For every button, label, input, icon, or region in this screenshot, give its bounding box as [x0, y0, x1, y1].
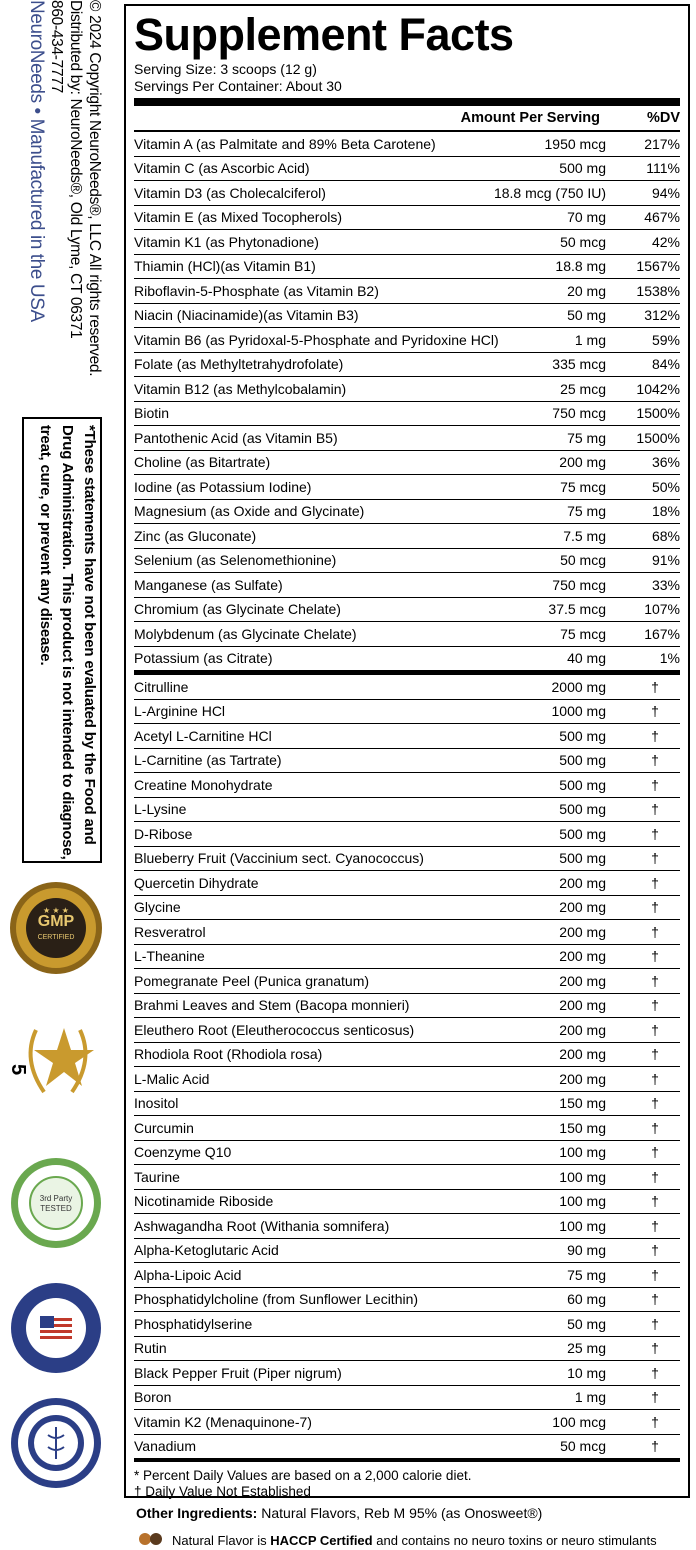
nutrient-dv: † — [651, 776, 659, 793]
nutrient-row — [134, 206, 680, 231]
nutrient-dv: † — [651, 678, 659, 695]
nutrient-row — [134, 475, 680, 500]
svg-text:TESTED: TESTED — [40, 1204, 72, 1213]
nutrient-dv: 50% — [651, 478, 680, 495]
nutrient-name: Alpha-Ketoglutaric Acid — [134, 1242, 279, 1259]
nutrient-dv: † — [651, 1340, 659, 1357]
nutrient-row — [134, 500, 680, 525]
nutrient-name: Nicotinamide Riboside — [134, 1193, 274, 1210]
nutrient-name: Alpha-Lipoic Acid — [134, 1266, 242, 1283]
nutrient-dv: † — [651, 1389, 659, 1406]
nutrient-row — [134, 822, 680, 847]
flavor-haccp: HACCP Certified — [270, 1533, 373, 1548]
dv-header: %DV — [646, 110, 680, 126]
nutrient-dv: † — [651, 1193, 659, 1210]
nutrient-dv: 312% — [644, 307, 680, 324]
nutrient-amount: 50 mcg — [560, 233, 606, 250]
nutrient-dv: † — [651, 825, 659, 842]
nutrient-dv: † — [651, 1144, 659, 1161]
nutrient-name: Phosphatidylcholine (from Sunflower Lecithin) — [134, 1291, 419, 1308]
svg-text:5: 5 — [8, 1064, 29, 1076]
nutrient-row — [134, 377, 680, 402]
nutrient-row — [134, 181, 680, 206]
nutrient-name: Biotin — [134, 405, 170, 422]
nutrient-dv: 1% — [659, 650, 680, 667]
nutrient-dv: 467% — [644, 209, 680, 226]
nutrient-name: Pomegranate Peel (Punica granatum) — [134, 972, 370, 989]
nutrient-amount: 100 mg — [559, 1217, 606, 1234]
nutrient-amount: 100 mg — [559, 1144, 606, 1161]
rotated-company-text — [25, 0, 104, 376]
nutrient-amount: 60 mg — [567, 1291, 606, 1308]
nutrient-amount: 20 mg — [567, 282, 606, 299]
third-party-tested-badge — [8, 1155, 104, 1251]
nutrient-dv: † — [651, 850, 659, 867]
nutrient-amount: 750 mcg — [552, 405, 606, 422]
flavor-icon — [136, 1532, 166, 1549]
nutrient-dv: † — [651, 1242, 659, 1259]
nutrient-dv: † — [651, 703, 659, 720]
panel-title: Supplement Facts — [134, 9, 514, 60]
nutrient-dv: † — [651, 948, 659, 965]
nutrient-row — [134, 1190, 680, 1215]
nutrient-dv: † — [651, 1413, 659, 1430]
nutrient-dv: 36% — [651, 454, 680, 471]
copyright-text: © 2024 Copyright NeuroNeeds®, LLC All rights reserved. — [86, 0, 103, 377]
nutrient-dv: † — [651, 997, 659, 1014]
nutrient-name: Folate (as Methyltetrahydrofolate) — [134, 356, 344, 373]
nutrient-amount: 10 mg — [567, 1364, 606, 1381]
svg-text:3rd Party: 3rd Party — [39, 1194, 73, 1203]
nutrient-amount: 75 mg — [567, 1266, 606, 1283]
nutrient-row — [134, 622, 680, 647]
nutrient-amount: 200 mg — [559, 948, 606, 965]
nutrient-dv: † — [651, 972, 659, 989]
nutrient-amount: 750 mcg — [552, 576, 606, 593]
nutrient-amount: 50 mcg — [560, 1438, 606, 1455]
nutrient-dv: † — [651, 1266, 659, 1283]
nutrient-row — [134, 598, 680, 623]
nutrient-row — [134, 1386, 680, 1411]
nutrient-amount: 75 mcg — [560, 478, 606, 495]
vitamin-rows — [134, 132, 680, 670]
nutrient-dv: 68% — [651, 527, 680, 544]
nutrient-name: Vitamin B6 (as Pyridoxal-5-Phosphate and Pyridoxine HCl) — [134, 331, 499, 348]
nutrient-name: Vitamin E (as Mixed Tocopherols) — [134, 209, 343, 226]
supplement-facts-panel — [124, 4, 690, 1498]
nutrient-dv: † — [651, 1217, 659, 1234]
nutrient-name: Phosphatidylserine — [134, 1315, 253, 1332]
nutrient-dv: † — [651, 1095, 659, 1112]
nutrient-name: Chromium (as Glycinate Chelate) — [134, 601, 341, 618]
nutrient-name: Vitamin D3 (as Cholecalciferol) — [134, 184, 326, 201]
nutrient-name: Vitamin A (as Palmitate and 89% Beta Carotene) — [134, 135, 436, 152]
nutrient-name: Ashwagandha Root (Withania somnifera) — [134, 1217, 390, 1234]
nutrient-name: Vitamin K2 (Menaquinone-7) — [134, 1413, 312, 1430]
flavor-statement — [136, 1532, 657, 1549]
nutrient-row — [134, 969, 680, 994]
servings-per-container: Servings Per Container: About 30 — [134, 78, 342, 94]
nutrient-row — [134, 255, 680, 280]
nutrient-dv: † — [651, 923, 659, 940]
nutrient-name: Vanadium — [134, 1438, 197, 1455]
nutrient-amount: 7.5 mg — [563, 527, 606, 544]
nutrient-dv: 217% — [644, 135, 680, 152]
nutrient-name: Riboflavin-5-Phosphate (as Vitamin B2) — [134, 282, 379, 299]
footnotes — [134, 1462, 680, 1500]
nutrient-amount: 50 mg — [567, 307, 606, 324]
nutrient-amount: 70 mg — [567, 209, 606, 226]
nutrient-dv: 1538% — [636, 282, 680, 299]
nutrient-dv: 42% — [651, 233, 680, 250]
nutrient-name: Acetyl L-Carnitine HCl — [134, 727, 272, 744]
nutrient-name: Magnesium (as Oxide and Glycinate) — [134, 503, 365, 520]
made-in-usa-badge — [8, 1280, 104, 1376]
nutrient-row — [134, 549, 680, 574]
svg-text:GMP: GMP — [37, 913, 75, 930]
nutrient-amount: 90 mg — [567, 1242, 606, 1259]
nutrient-dv: † — [651, 899, 659, 916]
nutrient-dv: 111% — [646, 160, 680, 177]
nutrient-row — [134, 1361, 680, 1386]
nutrient-name: Vitamin B12 (as Methylcobalamin) — [134, 380, 347, 397]
nutrient-row — [134, 157, 680, 182]
nutrient-row — [134, 847, 680, 872]
nutrient-amount: 500 mg — [559, 801, 606, 818]
nutrient-amount: 100 mg — [559, 1168, 606, 1185]
nutrient-dv: 33% — [651, 576, 680, 593]
nutrient-dv: † — [651, 874, 659, 891]
fda-disclaimer-text: *These statements have not been evaluated by the Food and Drug Administration. This product is not intended to diagnose, treat, cure, or prevent any disease. — [37, 425, 98, 860]
nutrient-name: Brahmi Leaves and Stem (Bacopa monnieri) — [134, 997, 410, 1014]
nutrient-dv: 1500% — [636, 405, 680, 422]
nutrient-row — [134, 773, 680, 798]
nutrient-amount: 500 mg — [559, 160, 606, 177]
nutrient-amount: 37.5 mcg — [548, 601, 606, 618]
nutrient-amount: 335 mcg — [552, 356, 606, 373]
other-ingredients — [136, 1505, 542, 1521]
nutrient-name: Eleuthero Root (Eleutherococcus senticosus) — [134, 1021, 415, 1038]
nutrient-amount: 1 mg — [574, 331, 606, 348]
nutrient-amount: 200 mg — [559, 1021, 606, 1038]
nutrient-row — [134, 1288, 680, 1313]
column-header — [134, 106, 680, 132]
nutrient-dv: † — [651, 727, 659, 744]
nutrient-name: Resveratrol — [134, 923, 206, 940]
nutrient-row — [134, 1165, 680, 1190]
nutrient-dv: 18% — [651, 503, 680, 520]
nutrient-amount: 500 mg — [559, 752, 606, 769]
nutrient-row — [134, 994, 680, 1019]
nutrient-name: D-Ribose — [134, 825, 193, 842]
nutrient-row — [134, 304, 680, 329]
nutrient-row — [134, 328, 680, 353]
nutrient-dv: 59% — [651, 331, 680, 348]
nutrient-row — [134, 1043, 680, 1068]
nutrient-row — [134, 353, 680, 378]
nutrient-amount: 500 mg — [559, 825, 606, 842]
distributor-text: Distributed by: NeuroNeeds®, Old Lyme, CT 06371 — [67, 0, 84, 339]
nutrient-name: Rhodiola Root (Rhodiola rosa) — [134, 1046, 323, 1063]
nutrient-amount: 1950 mcg — [544, 135, 606, 152]
footnote-percent-dv: * Percent Daily Values are based on a 2,000 calorie diet. — [134, 1468, 472, 1483]
nutrient-amount: 200 mg — [559, 997, 606, 1014]
nutrient-amount: 75 mg — [567, 503, 606, 520]
phone-text: 860-434-7777 — [48, 0, 65, 93]
nutrient-amount: 50 mg — [567, 1315, 606, 1332]
nutrient-row — [134, 920, 680, 945]
nutrient-amount: 100 mg — [559, 1193, 606, 1210]
nutrient-row — [134, 675, 680, 700]
nutrient-row — [134, 1116, 680, 1141]
nutrient-dv: † — [651, 752, 659, 769]
nutrient-amount: 150 mg — [559, 1119, 606, 1136]
nutrient-row — [134, 1263, 680, 1288]
nutrient-amount: 200 mg — [559, 1070, 606, 1087]
serving-size: Serving Size: 3 scoops (12 g) — [134, 61, 317, 77]
nutrient-name: Creatine Monohydrate — [134, 776, 273, 793]
nutrient-name: L-Arginine HCl — [134, 703, 226, 720]
nutrient-row — [134, 945, 680, 970]
nutrient-dv: † — [651, 801, 659, 818]
nutrient-amount: 200 mg — [559, 972, 606, 989]
nutrient-row — [134, 1214, 680, 1239]
nutrient-dv: 94% — [651, 184, 680, 201]
nutrient-amount: 25 mcg — [560, 380, 606, 397]
nutrient-name: Choline (as Bitartrate) — [134, 454, 271, 471]
nutrient-row — [134, 426, 680, 451]
five-stars-badge — [8, 1010, 104, 1106]
nutrient-name: L-Lysine — [134, 801, 187, 818]
gmp-certified-badge — [8, 880, 104, 976]
nutrient-amount: 150 mg — [559, 1095, 606, 1112]
nutrient-row — [134, 798, 680, 823]
nutrient-row — [134, 1067, 680, 1092]
nutrient-name: Manganese (as Sulfate) — [134, 576, 283, 593]
nutrient-amount: 200 mg — [559, 874, 606, 891]
nutrient-name: Coenzyme Q10 — [134, 1144, 232, 1161]
nutrient-name: Vitamin K1 (as Phytonadione) — [134, 233, 319, 250]
other-rows — [134, 675, 680, 1458]
nutrient-name: Rutin — [134, 1340, 167, 1357]
nutrient-dv: † — [651, 1291, 659, 1308]
nutrient-name: Niacin (Niacinamide)(as Vitamin B3) — [134, 307, 359, 324]
nutrient-row — [134, 647, 680, 671]
nutrient-name: Thiamin (HCl)(as Vitamin B1) — [134, 258, 316, 275]
nutrient-dv: 84% — [651, 356, 680, 373]
nutrient-row — [134, 700, 680, 725]
nutrient-row — [134, 132, 680, 157]
nutrient-name: Boron — [134, 1389, 172, 1406]
nutrient-name: L-Theanine — [134, 948, 205, 965]
nutrient-name: Selenium (as Selenomethionine) — [134, 552, 337, 569]
nutrient-name: L-Carnitine (as Tartrate) — [134, 752, 282, 769]
nutrient-dv: † — [651, 1070, 659, 1087]
nutrient-row — [134, 279, 680, 304]
nutrient-dv: † — [651, 1021, 659, 1038]
nutrient-name: Molybdenum (as Glycinate Chelate) — [134, 625, 357, 642]
nutrient-amount: 18.8 mcg (750 IU) — [493, 184, 606, 201]
nutrient-name: L-Malic Acid — [134, 1070, 210, 1087]
nutrient-amount: 1 mg — [574, 1389, 606, 1406]
fda-disclaimer-box — [22, 417, 102, 863]
nutrient-name: Iodine (as Potassium Iodine) — [134, 478, 312, 495]
doctor-recommended-badge — [8, 1395, 104, 1491]
side-company-info — [0, 0, 110, 380]
nutrient-row — [134, 573, 680, 598]
nutrient-dv: 107% — [644, 601, 680, 618]
nutrient-amount: 200 mg — [559, 899, 606, 916]
nutrient-row — [134, 1141, 680, 1166]
nutrient-name: Quercetin Dihydrate — [134, 874, 259, 891]
nutrient-dv: 1500% — [636, 429, 680, 446]
footnote-dv-not-established: † Daily Value Not Established — [134, 1484, 311, 1499]
nutrient-amount: 100 mcg — [552, 1413, 606, 1430]
nutrient-name: Pantothenic Acid (as Vitamin B5) — [134, 429, 338, 446]
nutrient-amount: 500 mg — [559, 850, 606, 867]
nutrient-name: Black Pepper Fruit (Piper nigrum) — [134, 1364, 342, 1381]
nutrient-row — [134, 1337, 680, 1362]
thick-divider — [134, 98, 680, 106]
nutrient-row — [134, 724, 680, 749]
nutrient-row — [134, 1312, 680, 1337]
nutrient-dv: 1042% — [636, 380, 680, 397]
nutrient-amount: 200 mg — [559, 923, 606, 940]
nutrient-amount: 40 mg — [567, 650, 606, 667]
brand-text: NeuroNeeds • Manufactured in the USA — [26, 0, 47, 322]
nutrient-dv: 1567% — [636, 258, 680, 275]
nutrient-amount: 25 mg — [567, 1340, 606, 1357]
nutrient-row — [134, 1018, 680, 1043]
nutrient-name: Blueberry Fruit (Vaccinium sect. Cyanococcus) — [134, 850, 424, 867]
nutrient-name: Citrulline — [134, 678, 189, 695]
nutrient-row — [134, 1435, 680, 1459]
nutrient-dv: † — [651, 1046, 659, 1063]
nutrient-amount: 75 mcg — [560, 625, 606, 642]
flavor-text-2: and contains no neuro toxins or neuro stimulants — [376, 1533, 657, 1548]
nutrient-amount: 50 mcg — [560, 552, 606, 569]
nutrient-row — [134, 1239, 680, 1264]
nutrient-name: Inositol — [134, 1095, 179, 1112]
nutrient-row — [134, 896, 680, 921]
nutrient-row — [134, 1092, 680, 1117]
nutrient-amount: 200 mg — [559, 1046, 606, 1063]
nutrient-amount: 200 mg — [559, 454, 606, 471]
nutrient-dv: † — [651, 1364, 659, 1381]
nutrient-row — [134, 524, 680, 549]
nutrient-dv: 91% — [651, 552, 680, 569]
nutrient-amount: 500 mg — [559, 776, 606, 793]
nutrient-amount: 75 mg — [567, 429, 606, 446]
nutrient-row — [134, 871, 680, 896]
nutrient-dv: 167% — [644, 625, 680, 642]
nutrient-amount: 1000 mg — [551, 703, 606, 720]
nutrient-dv: † — [651, 1315, 659, 1332]
nutrient-name: Zinc (as Gluconate) — [134, 527, 257, 544]
nutrient-name: Vitamin C (as Ascorbic Acid) — [134, 160, 310, 177]
nutrient-dv: † — [651, 1168, 659, 1185]
nutrient-name: Potassium (as Citrate) — [134, 650, 273, 667]
nutrient-name: Curcumin — [134, 1119, 194, 1136]
nutrient-dv: † — [651, 1119, 659, 1136]
svg-text:CERTIFIED: CERTIFIED — [37, 934, 75, 941]
flavor-text-1: Natural Flavor is — [172, 1533, 267, 1548]
amount-header: Amount Per Serving — [460, 110, 600, 126]
nutrient-name: Glycine — [134, 899, 181, 916]
nutrient-amount: 500 mg — [559, 727, 606, 744]
nutrient-row — [134, 749, 680, 774]
svg-text:★ ★ ★: ★ ★ ★ — [43, 906, 69, 915]
nutrient-amount: 18.8 mg — [555, 258, 606, 275]
other-ingredients-value: Natural Flavors, Reb M 95% (as Onosweet®) — [261, 1505, 543, 1521]
other-ingredients-label: Other Ingredients: — [136, 1505, 258, 1521]
nutrient-row — [134, 1410, 680, 1435]
nutrient-dv: † — [651, 1438, 659, 1455]
nutrient-row — [134, 402, 680, 427]
nutrient-row — [134, 230, 680, 255]
nutrient-name: Taurine — [134, 1168, 180, 1185]
nutrient-row — [134, 451, 680, 476]
nutrient-amount: 2000 mg — [551, 678, 606, 695]
